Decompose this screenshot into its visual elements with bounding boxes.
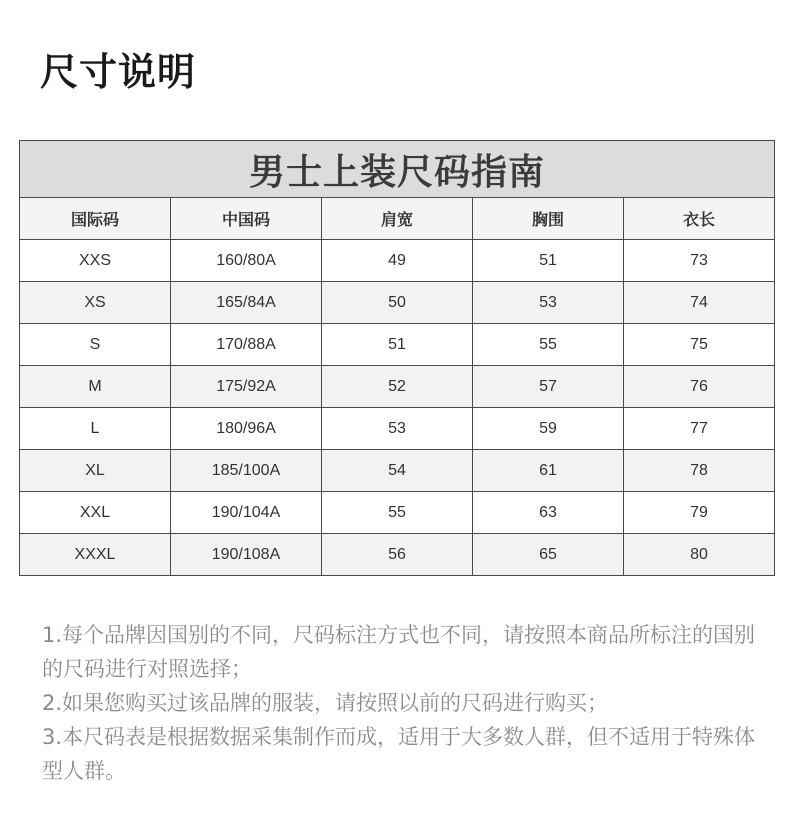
table-cell-intl-size: XXL	[20, 492, 171, 534]
table-cell-shoulder: 54	[322, 450, 473, 492]
table-cell-chest: 57	[473, 366, 624, 408]
table-cell-chest: 61	[473, 450, 624, 492]
column-header-shoulder-width: 肩宽	[322, 198, 473, 240]
table-cell-intl-size: XXS	[20, 240, 171, 282]
table-cell-shoulder: 49	[322, 240, 473, 282]
table-cell-length: 74	[624, 282, 775, 324]
table-caption: 男士上装尺码指南	[20, 141, 775, 198]
table-cell-intl-size: S	[20, 324, 171, 366]
note-item: 2.如果您购买过该品牌的服装，请按照以前的尺码进行购买；	[42, 691, 609, 715]
table-cell-china-size: 190/104A	[171, 492, 322, 534]
table-cell-intl-size: L	[20, 408, 171, 450]
column-header-chest: 胸围	[473, 198, 624, 240]
page-title: 尺寸说明	[40, 50, 197, 94]
table-cell-china-size: 175/92A	[171, 366, 322, 408]
table-cell-intl-size: XL	[20, 450, 171, 492]
table-cell-length: 77	[624, 408, 775, 450]
table-row	[20, 324, 775, 366]
table-header-row	[20, 198, 775, 240]
table-row	[20, 534, 775, 576]
table-cell-shoulder: 52	[322, 366, 473, 408]
note-item: 1.每个品牌因国别的不同，尺码标注方式也不同，请按照本商品所标注的国别的尺码进行对照选择；	[42, 623, 756, 681]
table-cell-length: 76	[624, 366, 775, 408]
table-cell-intl-size: XS	[20, 282, 171, 324]
table-row	[20, 282, 775, 324]
table-row	[20, 240, 775, 282]
note-item: 3.本尺码表是根据数据采集制作而成，适用于大多数人群，但不适用于特殊体型人群。	[42, 725, 756, 783]
table-cell-length: 79	[624, 492, 775, 534]
table-cell-length: 80	[624, 534, 775, 576]
table-cell-chest: 53	[473, 282, 624, 324]
table-cell-china-size: 190/108A	[171, 534, 322, 576]
table-cell-china-size: 165/84A	[171, 282, 322, 324]
table-row	[20, 450, 775, 492]
table-cell-chest: 51	[473, 240, 624, 282]
table-row	[20, 492, 775, 534]
table-cell-chest: 59	[473, 408, 624, 450]
table-cell-intl-size: XXXL	[20, 534, 171, 576]
table-cell-shoulder: 56	[322, 534, 473, 576]
table-cell-china-size: 160/80A	[171, 240, 322, 282]
table-cell-china-size: 170/88A	[171, 324, 322, 366]
size-chart-table	[19, 140, 775, 576]
table-cell-shoulder: 53	[322, 408, 473, 450]
table-cell-chest: 65	[473, 534, 624, 576]
table-cell-length: 78	[624, 450, 775, 492]
size-notes	[42, 618, 762, 788]
column-header-international-size: 国际码	[20, 198, 171, 240]
column-header-china-size: 中国码	[171, 198, 322, 240]
table-cell-shoulder: 50	[322, 282, 473, 324]
column-header-length: 衣长	[624, 198, 775, 240]
table-cell-intl-size: M	[20, 366, 171, 408]
table-row	[20, 408, 775, 450]
table-cell-length: 73	[624, 240, 775, 282]
table-row	[20, 366, 775, 408]
table-cell-china-size: 180/96A	[171, 408, 322, 450]
table-cell-shoulder: 51	[322, 324, 473, 366]
table-cell-chest: 63	[473, 492, 624, 534]
table-cell-shoulder: 55	[322, 492, 473, 534]
table-cell-length: 75	[624, 324, 775, 366]
table-cell-china-size: 185/100A	[171, 450, 322, 492]
table-cell-chest: 55	[473, 324, 624, 366]
